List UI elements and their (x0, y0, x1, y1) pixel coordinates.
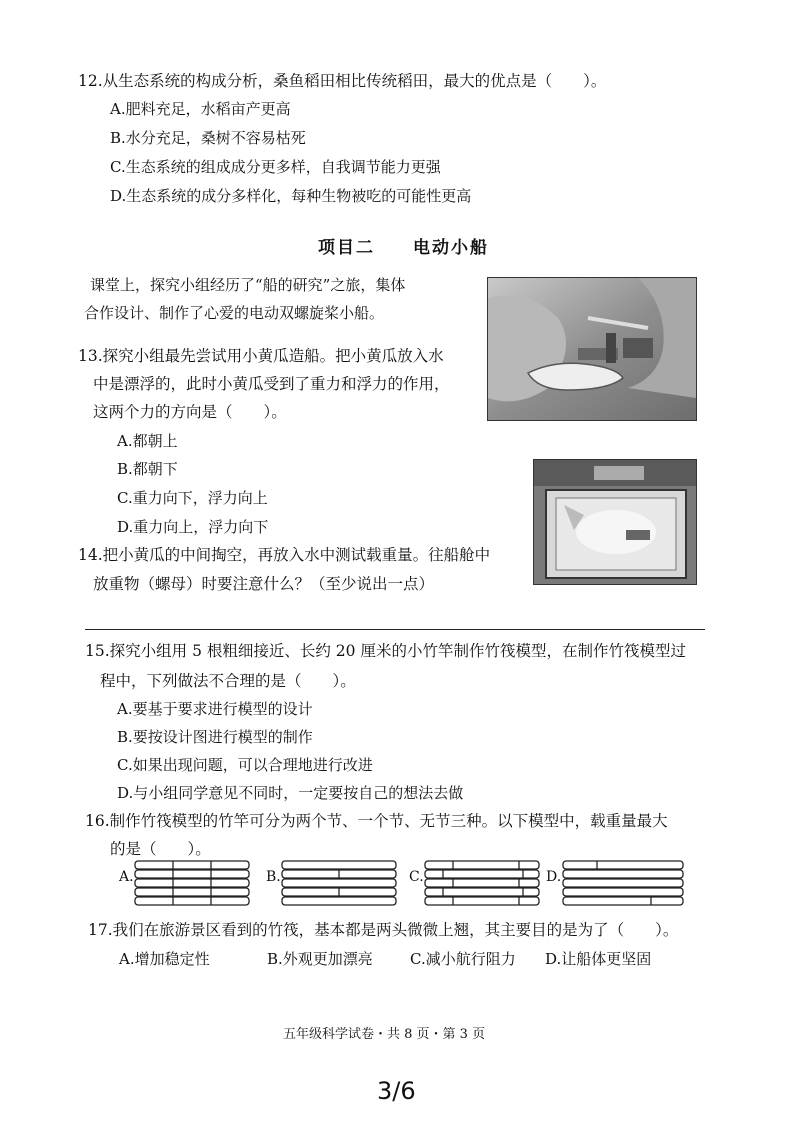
raft-b-label: B. (266, 869, 281, 885)
q17-stem: 17.我们在旅游景区看到的竹筏，基本都是两头微微上翘，其主要目的是为了（ ）。 (88, 921, 679, 939)
q13-option-d: D.重力向上，浮力向下 (117, 518, 269, 536)
page-indicator: 3/6 (377, 1077, 416, 1105)
q17-option-b: B.外观更加漂亮 (267, 950, 373, 968)
q13-option-a: A.都朝上 (117, 432, 178, 450)
water-tray-illustration (534, 460, 696, 584)
q12-option-d: D.生态系统的成分多样化，每种生物被吃的可能性更高 (110, 187, 472, 205)
q15-stem-line-2: 程中，下列做法不合理的是（ ）。 (100, 672, 356, 690)
cucumber-boat-illustration (488, 278, 696, 420)
q17-option-d: D.让船体更坚固 (545, 950, 652, 968)
q15-option-b: B.要按设计图进行模型的制作 (117, 728, 313, 746)
section-intro-line-2: 合作设计、制作了心爱的电动双螺旋桨小船。 (84, 304, 385, 322)
raft-model-c[interactable] (423, 859, 541, 907)
q16-stem-line-2: 的是（ ）。 (110, 840, 211, 858)
q13-stem-line-1: 13.探究小组最先尝试用小黄瓜造船。把小黄瓜放入水 (78, 347, 444, 365)
q12-option-b: B.水分充足，桑树不容易枯死 (110, 129, 306, 147)
q13-stem-line-3: 这两个力的方向是（ ）。 (93, 403, 287, 421)
page-footer: 五年级科学试卷・共 8 页・第 3 页 (283, 1027, 486, 1042)
q13-option-b: B.都朝下 (117, 460, 178, 478)
section-title: 项目二 电动小船 (318, 238, 489, 258)
raft-model-a[interactable] (133, 859, 251, 907)
q12-stem: 12.从生态系统的构成分析，桑鱼稻田相比传统稻田，最大的优点是（ ）。 (78, 72, 607, 90)
raft-model-d[interactable] (561, 859, 685, 907)
q15-stem-line-1: 15.探究小组用 5 根粗细接近、长约 20 厘米的小竹竿制作竹筏模型，在制作竹筏模型过 (85, 642, 686, 660)
q17-option-a: A.增加稳定性 (119, 950, 210, 968)
raft-d-label: D. (546, 869, 562, 885)
q14-answer-line[interactable] (85, 629, 705, 630)
q12-option-a: A.肥料充足，水稻亩产更高 (110, 100, 291, 118)
raft-c-label: C. (409, 869, 424, 885)
q15-option-a: A.要基于要求进行模型的设计 (117, 700, 313, 718)
cucumber-boat-photo (487, 277, 697, 421)
q15-option-d: D.与小组同学意见不同时，一定要按自己的想法去做 (117, 784, 464, 802)
q13-stem-line-2: 中是漂浮的，此时小黄瓜受到了重力和浮力的作用， (93, 375, 450, 393)
q16-stem-line-1: 16.制作竹筏模型的竹竿可分为两个节、一个节、无节三种。以下模型中，载重量最大 (85, 812, 668, 830)
q15-option-c: C.如果出现问题，可以合理地进行改进 (117, 756, 373, 774)
water-tray-photo (533, 459, 697, 585)
raft-a-label: A. (119, 869, 134, 885)
q14-stem-line-1: 14.把小黄瓜的中间掏空，再放入水中测试载重量。往船舱中 (78, 546, 491, 564)
raft-model-b[interactable] (280, 859, 398, 907)
q17-option-c: C.减小航行阻力 (410, 950, 516, 968)
section-intro-line-1: 课堂上，探究小组经历了“船的研究”之旅，集体 (90, 276, 406, 294)
q12-option-c: C.生态系统的组成成分更多样，自我调节能力更强 (110, 158, 441, 176)
q13-option-c: C.重力向下，浮力向上 (117, 489, 268, 507)
q14-stem-line-2: 放重物（螺母）时要注意什么？（至少说出一点） (93, 575, 435, 593)
